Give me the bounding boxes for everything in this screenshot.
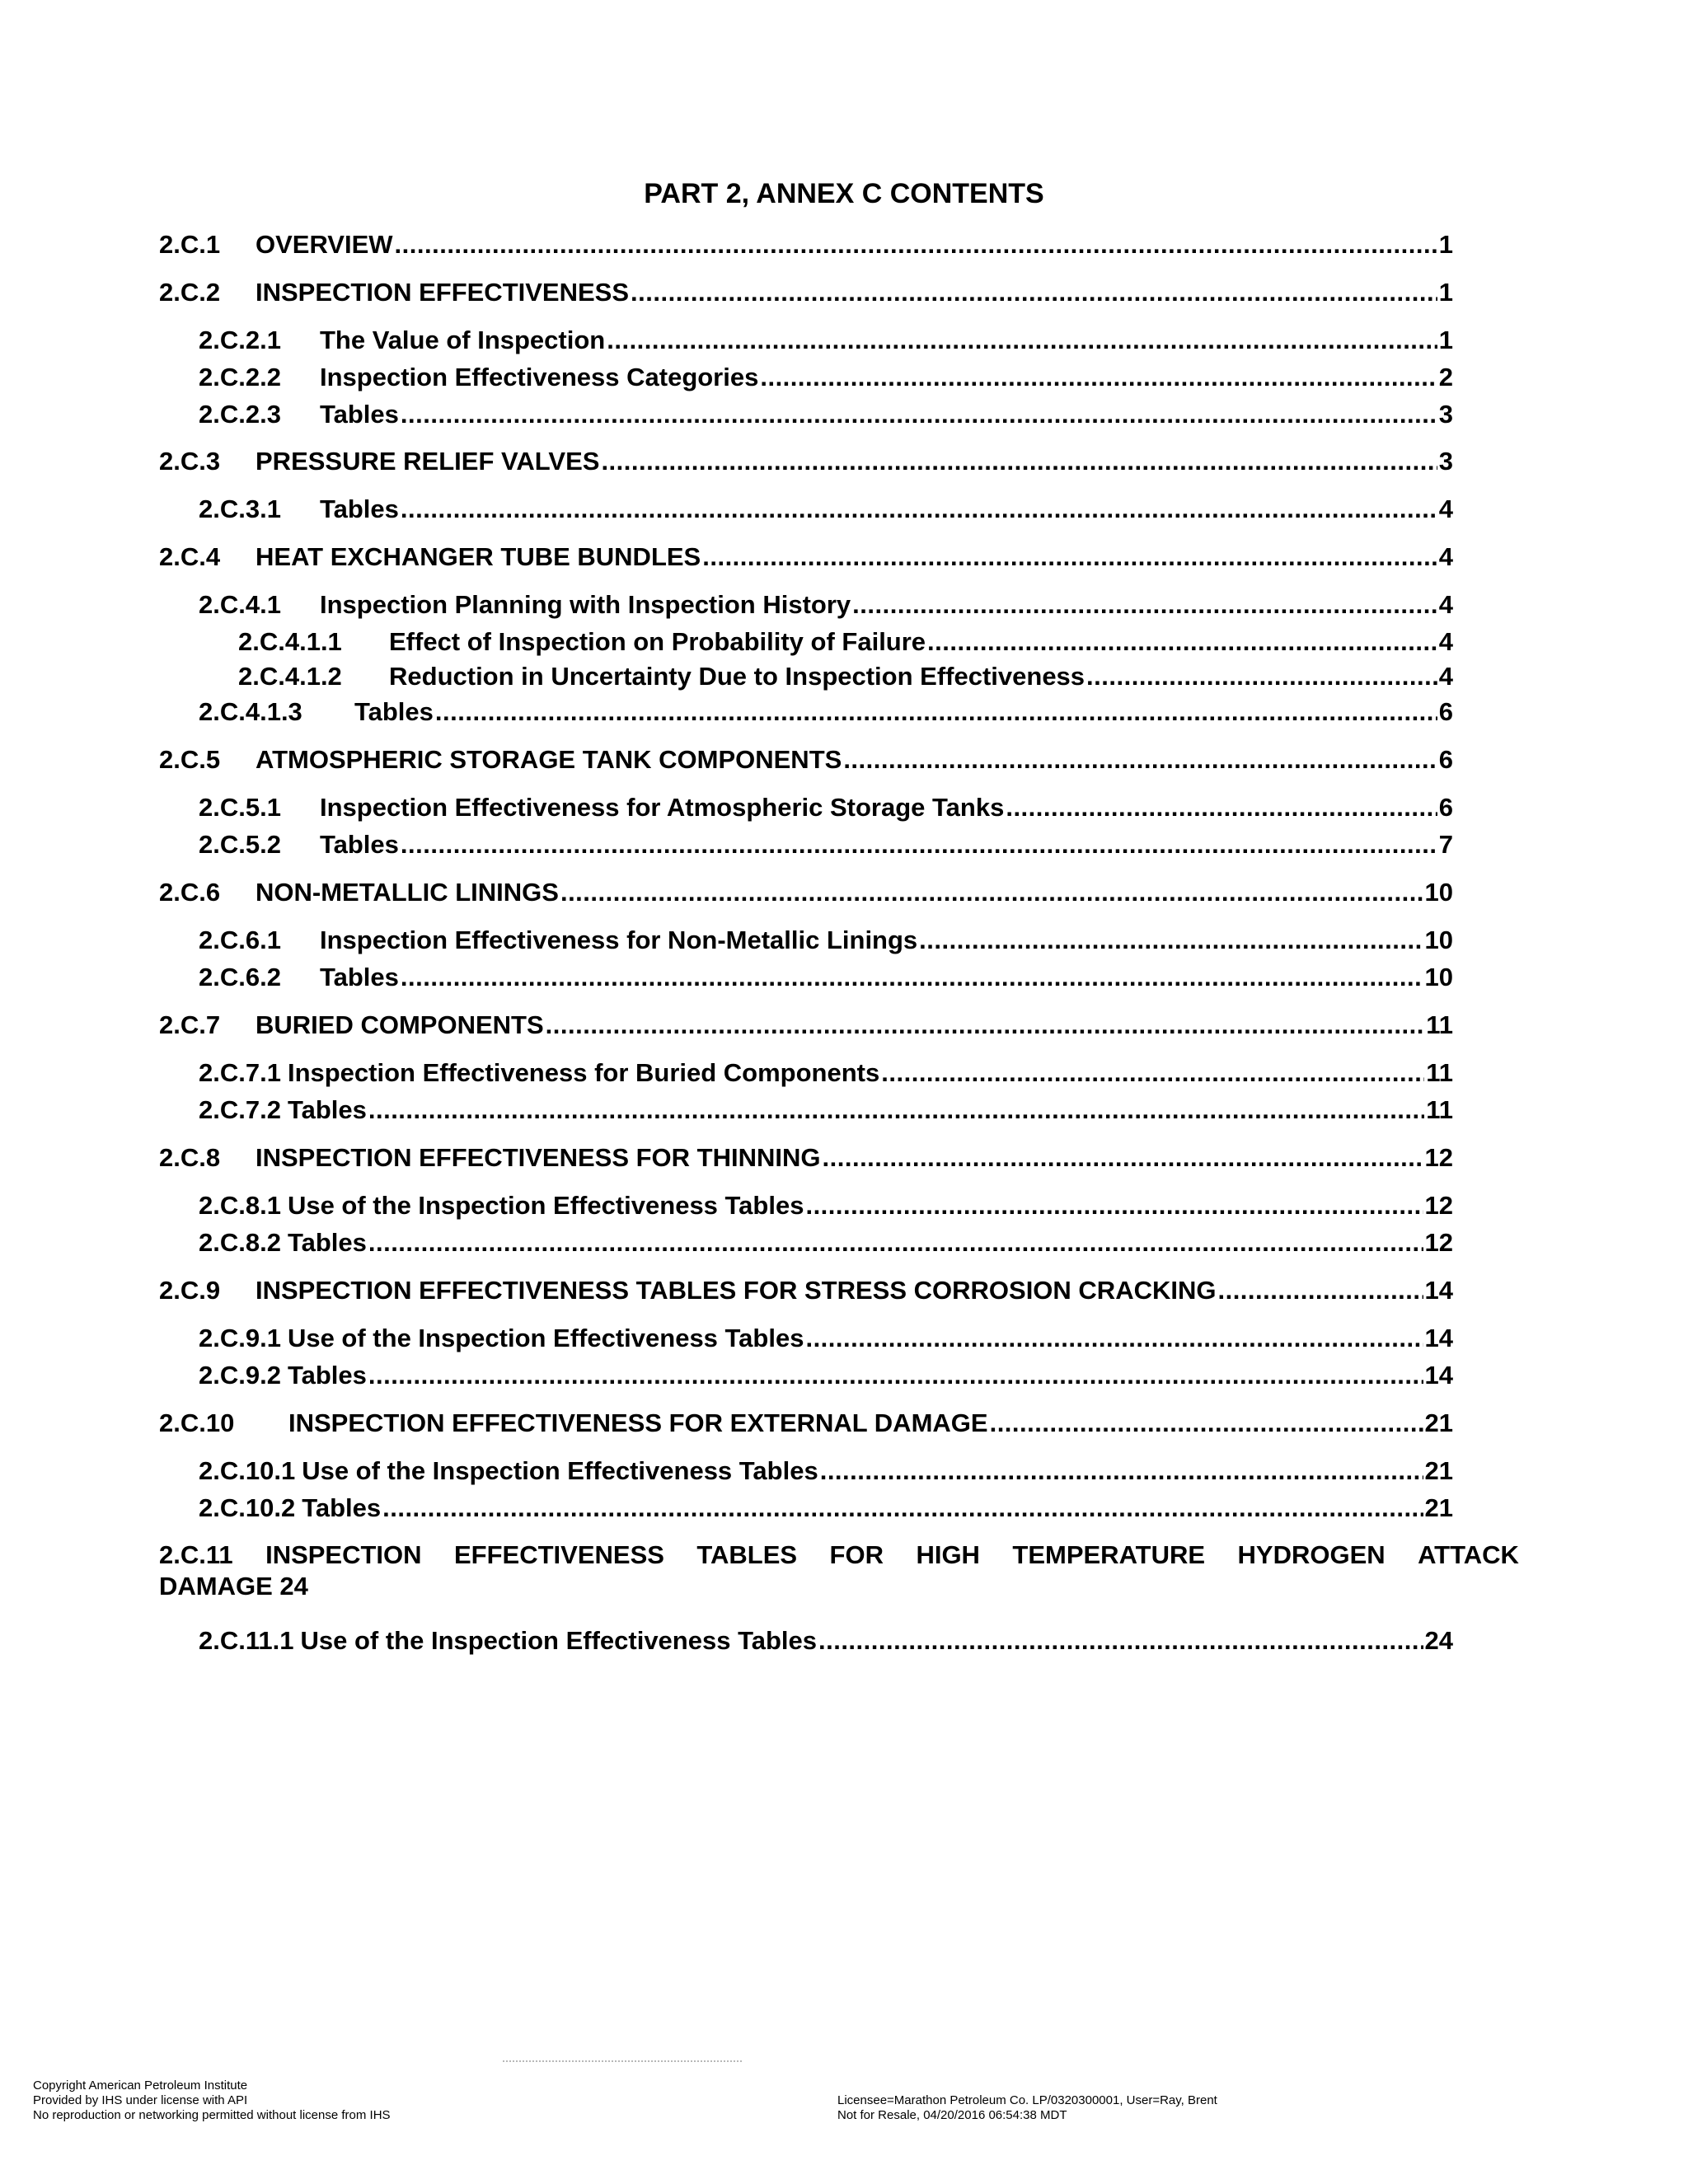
page-number: 14 [1424, 1276, 1453, 1305]
section-number: 2.C.4.1.3 [199, 697, 302, 726]
section-number: 2.C.4.1.1 [238, 627, 342, 656]
page-number: 3 [1438, 447, 1453, 476]
dot-leader [368, 1094, 1424, 1127]
toc-entry[interactable] [159, 228, 1453, 261]
dot-leader [1217, 1274, 1423, 1307]
title-word: FOR [829, 1540, 884, 1569]
wrapped-line-2: DAMAGE 24 [159, 1572, 308, 1601]
title-word: HYDROGEN [1237, 1540, 1386, 1569]
toc-entry[interactable] [199, 791, 1453, 824]
section-number: 2.C.5.2 [199, 830, 281, 859]
page-number: 21 [1424, 1493, 1453, 1522]
section-title: INSPECTION EFFECTIVENESS TABLES FOR STRESS CORROSION CRACKING [256, 1276, 1217, 1305]
page-number: 11 [1426, 1010, 1453, 1039]
toc-entry[interactable] [199, 1057, 1453, 1090]
page-number: 12 [1424, 1228, 1453, 1257]
toc-entry[interactable] [199, 1359, 1453, 1392]
section-title: Use of the Inspection Effectiveness Tables [300, 1626, 817, 1655]
title-word: EFFECTIVENESS [454, 1540, 664, 1569]
dot-leader [843, 743, 1437, 776]
page-number: 1 [1438, 278, 1453, 307]
toc-entry[interactable] [159, 445, 1453, 478]
page-number: 14 [1424, 1361, 1453, 1390]
section-number: 2.C.8.2 [199, 1228, 281, 1257]
section-number: 2.C.3 [159, 447, 221, 476]
page-number: 1 [1438, 326, 1453, 354]
dot-leader [401, 961, 1423, 994]
section-title: Tables [354, 697, 434, 726]
section-number: 2.C.8 [159, 1143, 221, 1172]
page-number: 14 [1424, 1324, 1453, 1352]
section-title: Tables [320, 494, 399, 523]
toc-entry[interactable] [159, 1141, 1453, 1174]
toc-entry[interactable] [199, 588, 1453, 621]
dot-leader [1006, 791, 1437, 824]
toc-entry[interactable] [199, 493, 1453, 526]
dot-leader [881, 1057, 1424, 1090]
page-title: PART 2, ANNEX C CONTENTS [644, 178, 1044, 209]
section-title: Effect of Inspection on Probability of Failure [389, 627, 926, 656]
page-number: 10 [1424, 963, 1453, 991]
page-number: 6 [1438, 697, 1453, 726]
dot-leader [760, 361, 1437, 394]
toc-entry[interactable] [199, 1226, 1453, 1259]
section-number: 2.C.2.2 [199, 363, 281, 391]
dot-leader [401, 493, 1437, 526]
dot-leader [927, 626, 1437, 658]
toc-entry[interactable] [238, 626, 1453, 658]
page-number: 21 [1424, 1456, 1453, 1485]
section-number: 2.C.2 [159, 278, 221, 307]
section-number: 2.C.4.1 [199, 590, 281, 619]
page-number: 11 [1426, 1095, 1453, 1124]
section-title: PRESSURE RELIEF VALVES [256, 447, 600, 476]
dot-leader [805, 1322, 1423, 1355]
toc-entry[interactable] [238, 660, 1453, 693]
toc-entry[interactable] [199, 398, 1453, 431]
section-title: INSPECTION EFFECTIVENESS FOR THINNING [256, 1143, 821, 1172]
toc-entry[interactable] [199, 961, 1453, 994]
dot-leader [820, 1455, 1423, 1488]
toc-entry[interactable] [199, 1094, 1453, 1127]
section-number: 2.C.7.2 [199, 1095, 281, 1124]
section-title: ATMOSPHERIC STORAGE TANK COMPONENTS [256, 745, 842, 774]
title-word: HIGH [916, 1540, 980, 1569]
toc-entry[interactable] [159, 541, 1453, 574]
footer-line: Not for Resale, 04/20/2016 06:54:38 MDT [837, 2108, 1067, 2122]
section-number: 2.C.1 [159, 230, 221, 259]
title-word: ATTACK [1418, 1540, 1519, 1569]
page-number: 24 [1424, 1626, 1453, 1655]
footer-line: No reproduction or networking permitted without license from IHS [33, 2108, 391, 2122]
section-title: Tables [320, 400, 399, 429]
dot-leader [546, 1009, 1425, 1042]
dot-leader [560, 876, 1423, 909]
page-number: 7 [1438, 830, 1453, 859]
dot-leader [818, 1624, 1423, 1657]
section-title: INSPECTION EFFECTIVENESS [256, 278, 630, 307]
section-title: NON-METALLIC LININGS [256, 878, 559, 907]
page-number: 10 [1424, 878, 1453, 907]
toc-entry[interactable] [159, 276, 1453, 309]
section-title: Inspection Planning with Inspection History [320, 590, 851, 619]
dot-leader [607, 324, 1437, 357]
section-number: 2.C.4.1.2 [238, 662, 342, 691]
scan-artifact [503, 2060, 742, 2065]
section-title: Use of the Inspection Effectiveness Tables [287, 1324, 804, 1352]
section-title: INSPECTION EFFECTIVENESS FOR EXTERNAL DAMAGE [288, 1408, 988, 1437]
section-title: Use of the Inspection Effectiveness Tables [287, 1191, 804, 1220]
section-title: The Value of Inspection [320, 326, 606, 354]
section-title: BURIED COMPONENTS [256, 1010, 544, 1039]
toc-entry[interactable] [159, 1009, 1453, 1042]
toc-entry[interactable] [159, 876, 1453, 909]
section-number: 2.C.9.1 [199, 1324, 281, 1352]
dot-leader [823, 1141, 1423, 1174]
section-number: 2.C.2.3 [199, 400, 281, 429]
dot-leader [631, 276, 1437, 309]
section-title: Inspection Effectiveness for Atmospheric Storage Tanks [320, 793, 1005, 822]
page-number: 4 [1438, 590, 1453, 619]
section-number: 2.C.7 [159, 1010, 221, 1039]
toc-entry[interactable] [199, 1189, 1453, 1222]
footer-license [837, 2093, 1217, 2123]
page-number: 4 [1438, 542, 1453, 571]
section-title: HEAT EXCHANGER TUBE BUNDLES [256, 542, 701, 571]
page-number: 4 [1438, 494, 1453, 523]
dot-leader [852, 588, 1437, 621]
section-title: Use of the Inspection Effectiveness Tables [302, 1456, 818, 1485]
title-word: TABLES [696, 1540, 798, 1569]
toc-entry[interactable] [199, 1492, 1453, 1525]
section-number: 2.C.9.2 [199, 1361, 281, 1390]
section-number: 2.C.5.1 [199, 793, 281, 822]
title-word: INSPECTION [265, 1540, 422, 1569]
dot-leader [702, 541, 1437, 574]
section-number: 2.C.10.1 [199, 1456, 296, 1485]
dot-leader [805, 1189, 1423, 1222]
footer-copyright [33, 2079, 391, 2123]
title-word: TEMPERATURE [1012, 1540, 1206, 1569]
toc-entry[interactable] [199, 1624, 1453, 1657]
section-number: 2.C.5 [159, 745, 221, 774]
dot-leader [435, 696, 1437, 729]
section-title: Tables [287, 1228, 367, 1257]
footer-line: Licensee=Marathon Petroleum Co. LP/0320300001, User=Ray, Brent [837, 2093, 1217, 2107]
toc-entry[interactable] [199, 828, 1453, 861]
section-number: 2.C.2.1 [199, 326, 281, 354]
section-title: OVERVIEW [256, 230, 393, 259]
section-title: Tables [287, 1095, 367, 1124]
page-number: 6 [1438, 793, 1453, 822]
section-title: Tables [287, 1361, 367, 1390]
dot-leader [601, 445, 1437, 478]
toc-entry[interactable] [199, 361, 1453, 394]
page-number: 21 [1424, 1408, 1453, 1437]
section-number: 2.C.6.1 [199, 926, 281, 954]
page-number: 4 [1438, 662, 1453, 691]
dot-leader [401, 398, 1437, 431]
section-number: 2.C.3.1 [199, 494, 281, 523]
page-number: 11 [1426, 1058, 1453, 1087]
section-title: Inspection Effectiveness for Buried Components [287, 1058, 880, 1087]
page-number: 12 [1424, 1191, 1453, 1220]
section-number: 2.C.11.1 [199, 1626, 294, 1655]
section-number: 2.C.9 [159, 1276, 221, 1305]
toc-entry[interactable] [199, 696, 1453, 729]
toc-entry[interactable] [159, 743, 1453, 776]
dot-leader [401, 828, 1437, 861]
dot-leader [990, 1407, 1423, 1440]
dot-leader [395, 228, 1437, 261]
footer-line: Provided by IHS under license with API [33, 2093, 248, 2107]
page-number: 2 [1438, 363, 1453, 391]
toc-entry-wrapped[interactable] [159, 1540, 1519, 1602]
page-number: 6 [1438, 745, 1453, 774]
toc-entry[interactable] [159, 1407, 1453, 1440]
section-number: 2.C.10 [159, 1408, 235, 1437]
section-number: 2.C.6 [159, 878, 221, 907]
section-title: Inspection Effectiveness for Non-Metallic Linings [320, 926, 918, 954]
page-number: 1 [1438, 230, 1453, 259]
section-title: Tables [320, 830, 399, 859]
page-number: 3 [1438, 400, 1453, 429]
dot-leader [919, 924, 1423, 957]
page-number: 4 [1438, 627, 1453, 656]
toc-entry[interactable] [199, 1455, 1453, 1488]
section-title: Inspection Effectiveness Categories [320, 363, 759, 391]
section-title: Reduction in Uncertainty Due to Inspection Effectiveness [389, 662, 1085, 691]
page-number: 12 [1424, 1143, 1453, 1172]
section-title: Tables [320, 963, 399, 991]
section-number: 2.C.11 [159, 1540, 233, 1569]
toc-entry[interactable] [199, 1322, 1453, 1355]
dot-leader [368, 1226, 1423, 1259]
section-number: 2.C.7.1 [199, 1058, 281, 1087]
section-number: 2.C.8.1 [199, 1191, 281, 1220]
wrapped-line-1 [159, 1540, 1519, 1571]
dot-leader [1086, 660, 1437, 693]
toc-entry[interactable] [159, 1274, 1453, 1307]
page-number: 10 [1424, 926, 1453, 954]
section-title: Tables [302, 1493, 382, 1522]
toc-entry[interactable] [199, 324, 1453, 357]
toc-entry[interactable] [199, 924, 1453, 957]
section-number: 2.C.10.2 [199, 1493, 296, 1522]
dot-leader [382, 1492, 1423, 1525]
dot-leader [368, 1359, 1423, 1392]
section-number: 2.C.6.2 [199, 963, 281, 991]
section-number: 2.C.4 [159, 542, 221, 571]
footer-line: Copyright American Petroleum Institute [33, 2079, 248, 2093]
